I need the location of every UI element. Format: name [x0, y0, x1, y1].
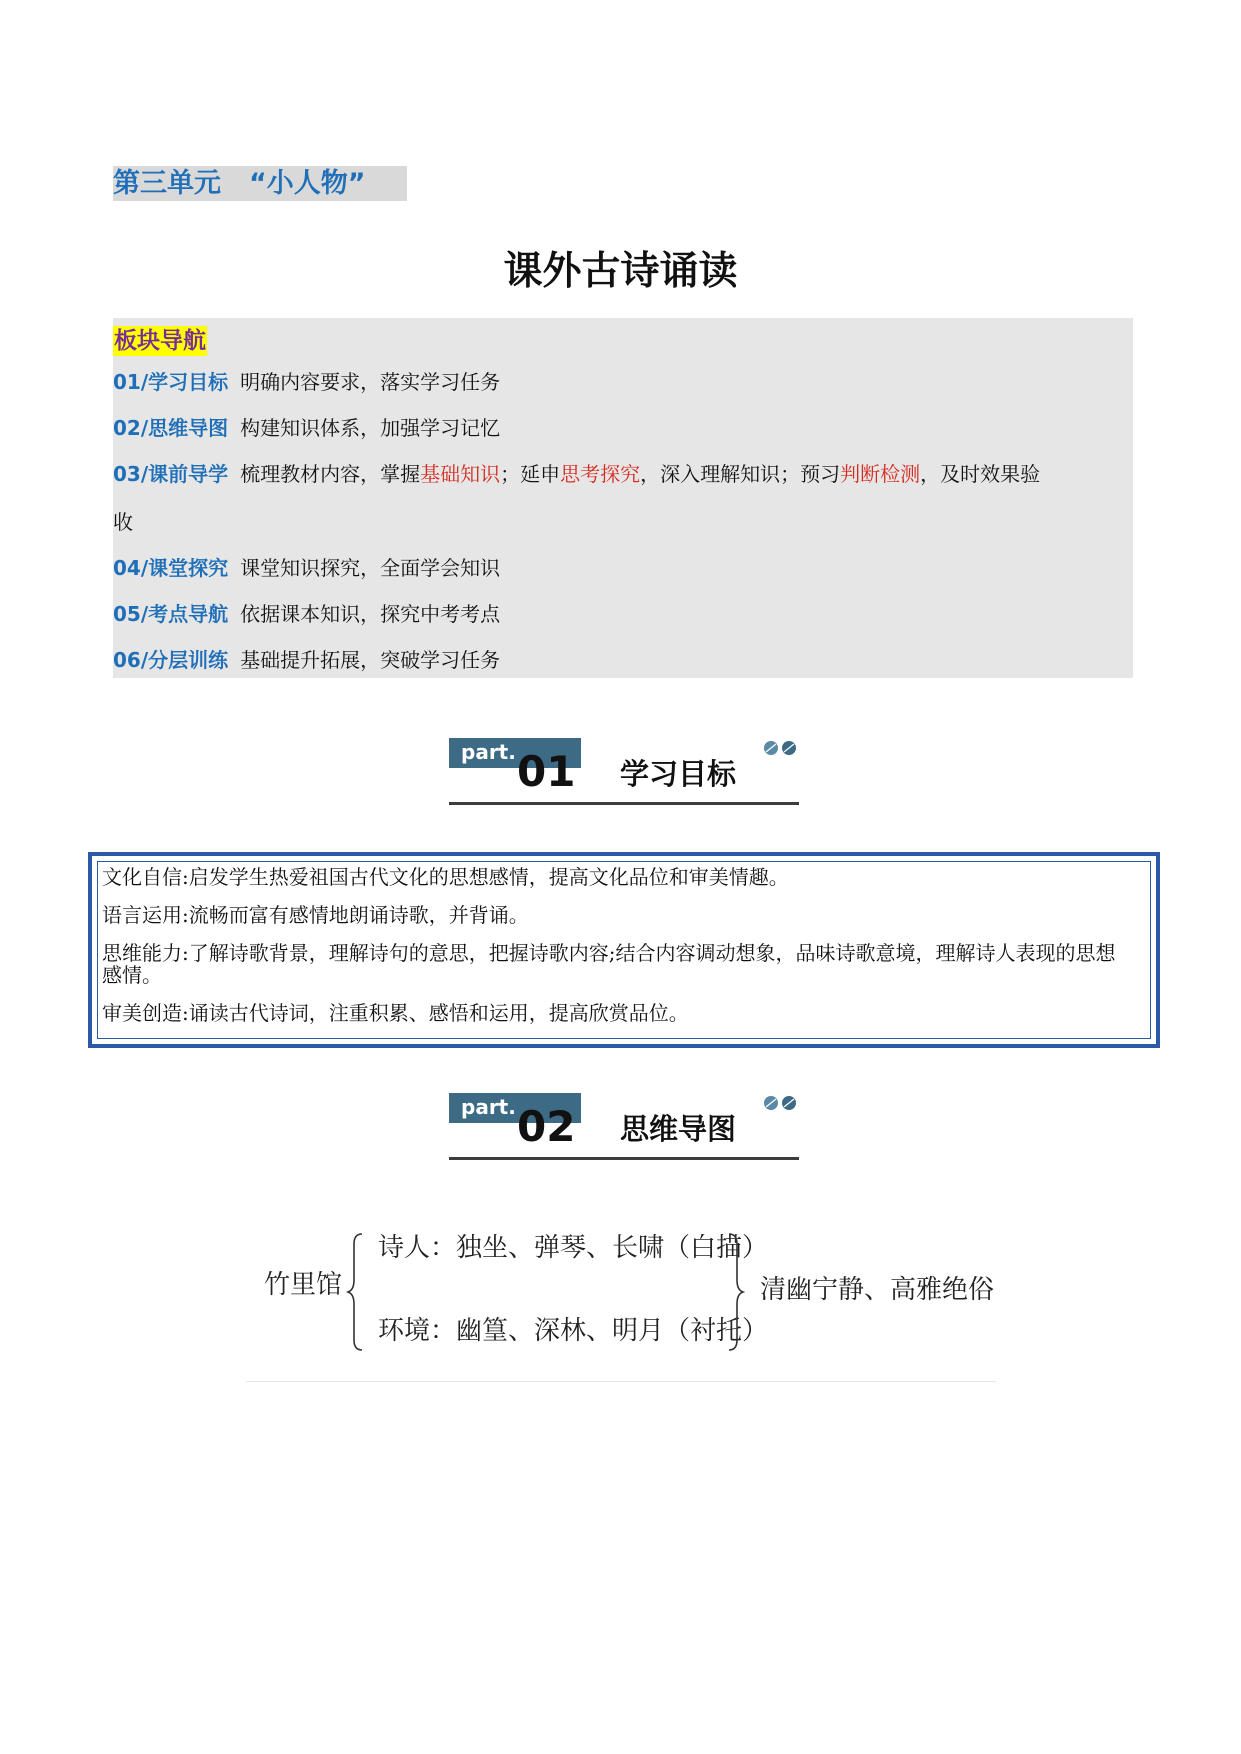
part-tag: part.	[461, 1095, 516, 1119]
goal-language: 语言运用:流畅而富有感情地朗诵诗歌，并背诵。	[102, 903, 529, 927]
unit-number: 第三单元	[113, 168, 221, 199]
nav-item-text: 基础提升拓展，突破学习任务	[240, 648, 501, 672]
nav-item-code: 05/考点导航	[113, 602, 229, 626]
page-title: 课外古诗诵读	[503, 249, 738, 294]
nav-highlight-test: 判断检测	[840, 462, 921, 486]
goal-thinking: 思维能力:了解诗歌背景，理解诗句的意思，把握诗歌内容;结合内容调动想象，品味诗歌意境，理解诗人表现的思想感情。	[102, 941, 1116, 987]
nav-item-text: ，深入理解知识；预习	[640, 462, 841, 486]
nav-item-code: 03/课前导学	[113, 462, 229, 486]
part-label: 思维导图	[620, 1112, 737, 1146]
nav-heading: 板块导航	[114, 328, 206, 354]
left-brace-icon	[346, 1232, 366, 1352]
nav-item-04	[113, 554, 500, 582]
learning-goals-box	[88, 852, 1160, 1048]
part-02-banner	[449, 1093, 799, 1163]
part-number: 02	[517, 1102, 576, 1151]
mindmap-branch-environment: 环境：幽篁、深林、明月（衬托）	[378, 1316, 769, 1346]
mindmap-branch-poet: 诗人：独坐、弹琴、长啸（白描）	[378, 1233, 769, 1263]
nav-item-03-wrap: 收	[113, 510, 133, 534]
section-navigation	[113, 318, 1133, 678]
nav-highlight-basic: 基础知识	[420, 462, 501, 486]
nav-item-code: 04/课堂探究	[113, 556, 229, 580]
nav-item-text: 梳理教材内容，掌握	[240, 462, 421, 486]
right-brace-icon	[725, 1232, 745, 1352]
nav-item-text: 依据课本知识，探究中考考点	[240, 602, 501, 626]
nav-item-03	[113, 460, 1040, 488]
nav-item-06	[113, 646, 500, 674]
part-label: 学习目标	[620, 757, 737, 791]
nav-item-05	[113, 600, 500, 628]
mindmap-bottom-rule	[246, 1381, 996, 1382]
nav-item-text: 构建知识体系，加强学习记忆	[240, 416, 501, 440]
nav-item-text: 明确内容要求，落实学习任务	[240, 370, 501, 394]
goal-aesthetic: 审美创造:诵读古代诗词，注重积累、感悟和运用，提高欣赏品位。	[102, 1001, 689, 1025]
nav-item-text: ，及时效果验	[920, 462, 1041, 486]
nav-item-text: 课堂知识探究，全面学会知识	[240, 556, 501, 580]
nav-item-text: ；延申	[500, 462, 561, 486]
goal-culture: 文化自信:启发学生热爱祖国古代文化的思想感情，提高文化品位和审美情趣。	[102, 865, 789, 889]
nav-item-01	[113, 368, 500, 396]
mindmap-conclusion: 清幽宁静、高雅绝俗	[760, 1275, 995, 1305]
droplets-icon	[763, 1093, 799, 1111]
nav-highlight-think: 思考探究	[560, 462, 641, 486]
part-tag: part.	[461, 740, 516, 764]
part-01-banner	[449, 738, 799, 808]
nav-item-code: 01/学习目标	[113, 370, 229, 394]
mindmap-root: 竹里馆	[264, 1270, 343, 1300]
nav-item-02	[113, 414, 500, 442]
banner-underline	[449, 802, 799, 805]
mind-map	[250, 1225, 1000, 1385]
banner-underline	[449, 1157, 799, 1160]
nav-item-code: 02/思维导图	[113, 416, 229, 440]
unit-theme: “小人物”	[249, 168, 366, 199]
unit-title	[113, 166, 407, 201]
part-number: 01	[517, 747, 576, 796]
droplets-icon	[763, 738, 799, 756]
nav-item-code: 06/分层训练	[113, 648, 229, 672]
